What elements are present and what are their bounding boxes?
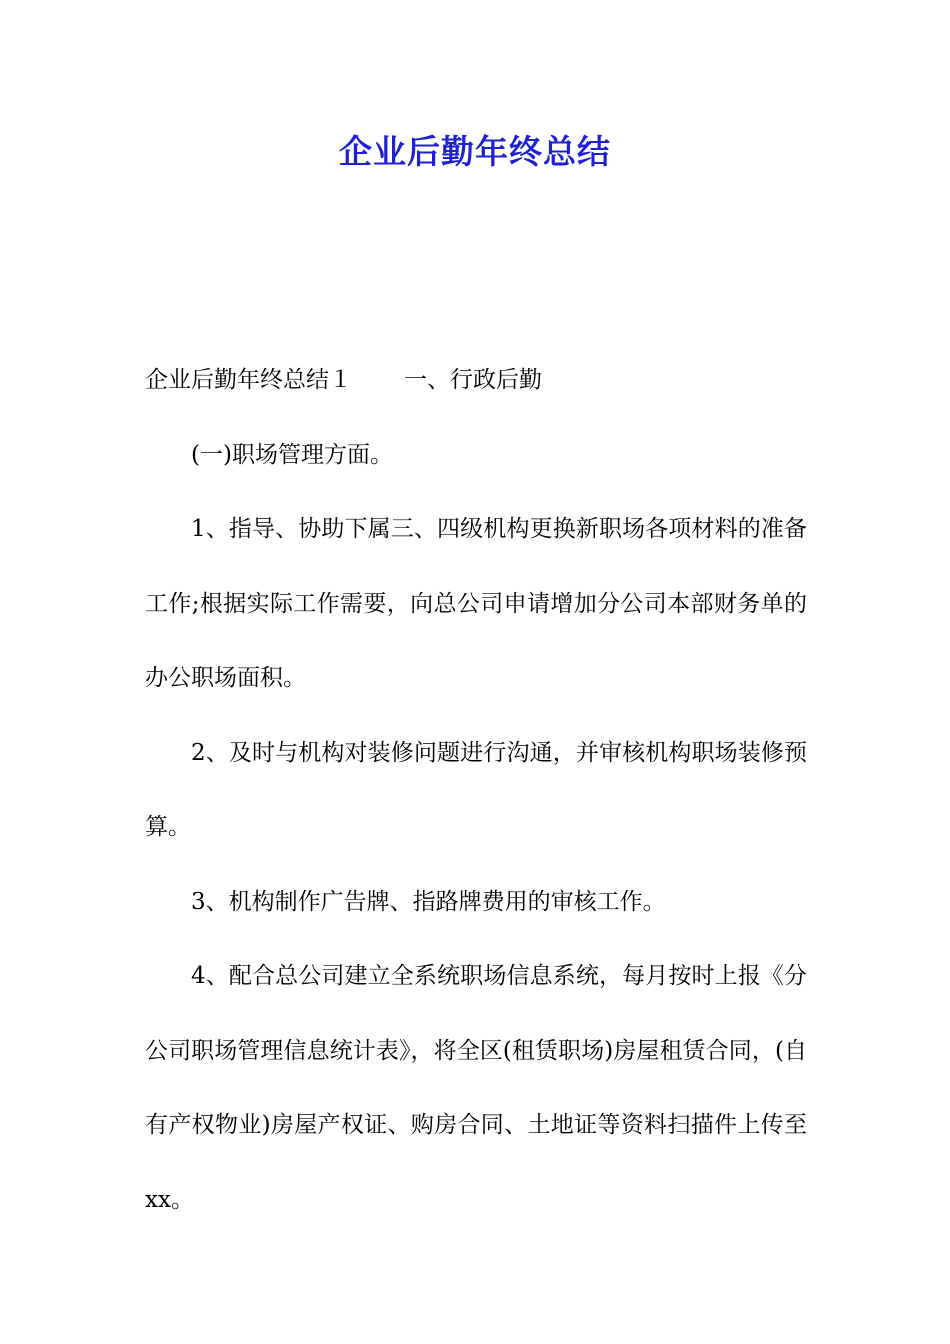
document-title: 企业后勤年终总结 xyxy=(339,132,611,171)
intro-line xyxy=(145,343,807,418)
document-body xyxy=(145,343,807,1237)
section-heading: 一、行政后勤 xyxy=(404,367,542,393)
paragraph-3: 3、机构制作广告牌、指路牌费用的审核工作。 xyxy=(191,888,666,915)
intro-heading: 企业后勤年终总结１ xyxy=(145,367,352,393)
paragraph-4: 4、配合总公司建立全系统职场信息系统，每月按时上报《分公司职场管理信息统计表》，将全区(租赁职场)房屋租赁合同，(自有产权物业)房屋产权证、购房合同、土地证等资料扫描件上传至xx。 xyxy=(145,963,807,1213)
subsection-heading: (一)职场管理方面。 xyxy=(191,441,393,468)
paragraph-2: 2、及时与机构对装修问题进行沟通，并审核机构职场装修预算。 xyxy=(145,739,807,840)
paragraph-1: 1、指导、协助下属三、四级机构更换新职场各项材料的准备工作;根据实际工作需要，向总公司申请增加分公司本部财务单的办公职场面积。 xyxy=(145,516,807,691)
